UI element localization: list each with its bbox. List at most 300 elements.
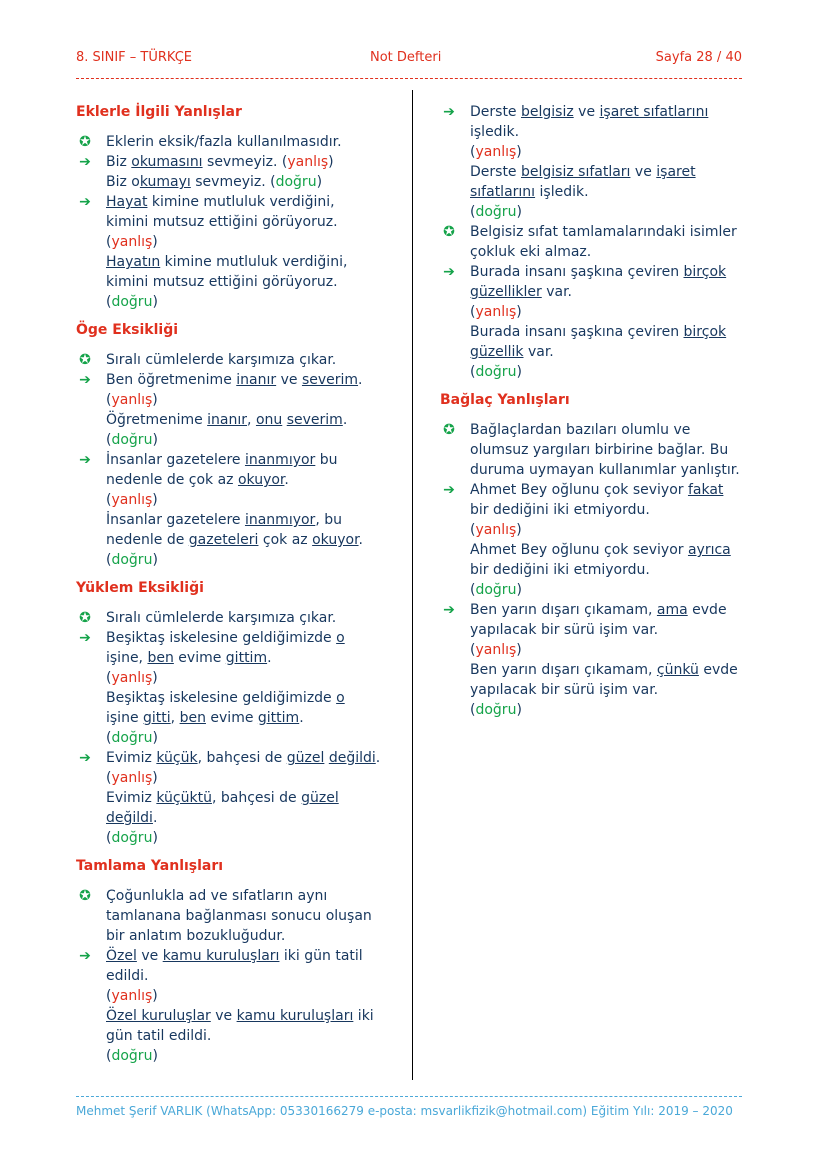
text-segment: Eklerin eksik/fazla kullanılmasıdır. — [106, 134, 342, 150]
text-segment: Öğretmenime — [106, 412, 208, 428]
wrong-label: yanlış — [475, 144, 517, 160]
section-oge-eksikligi — [76, 320, 396, 570]
correct-label: doğru — [111, 730, 153, 746]
underlined-word: ben — [179, 710, 206, 726]
text-line — [470, 520, 750, 540]
underlined-word: fakat — [687, 482, 724, 498]
underlined-word: birçok — [683, 264, 727, 280]
text-segment: ( — [470, 364, 476, 380]
example-item — [76, 946, 396, 1066]
section-title: Bağlaç Yanlışları — [440, 392, 570, 408]
correct-label: doğru — [475, 582, 517, 598]
text-segment: . — [152, 810, 158, 826]
text-segment: ) — [516, 642, 522, 658]
text-segment: işledik. — [535, 184, 589, 200]
text-line — [106, 1026, 396, 1046]
section-baglac-yanlislari — [440, 390, 750, 720]
text-segment: evde — [698, 662, 738, 678]
text-segment: Ben öğretmenime — [106, 372, 237, 388]
text-segment: Bağlaçlardan bazıları olumlu ve — [470, 422, 691, 438]
text-segment: tamlanana bağlanması sonucu oluşan — [106, 908, 372, 924]
text-line — [106, 490, 396, 510]
page-number: Sayfa 28 / 40 — [655, 50, 742, 65]
arrow-bullet-icon: ➔ — [443, 104, 455, 120]
text-line — [470, 202, 750, 222]
text-line — [106, 966, 396, 986]
example-item — [76, 370, 396, 450]
correct-label: doğru — [111, 432, 153, 448]
wrong-label: yanlış — [475, 642, 517, 658]
text-segment: ve — [276, 372, 302, 388]
text-segment: ) — [152, 432, 158, 448]
text-segment: ( — [106, 988, 112, 1004]
text-line — [470, 600, 750, 620]
text-segment: İnsanlar gazetelere — [106, 452, 245, 468]
text-segment: Burada insanı şaşkına çeviren — [470, 324, 684, 340]
text-segment: Çoğunlukla ad ve sıfatların aynı — [106, 888, 328, 904]
text-segment: çok az — [258, 532, 313, 548]
underlined-word: küçüktü — [156, 790, 212, 806]
text-segment: ( — [106, 730, 112, 746]
text-line — [470, 182, 750, 202]
text-segment: Burada insanı şaşkına çeviren — [470, 264, 684, 280]
text-segment: kimine mutluluk verdiğini, — [160, 254, 348, 270]
item-list — [76, 132, 396, 312]
text-line — [106, 232, 396, 252]
text-segment: Ben yarın dışarı çıkamam, — [470, 602, 657, 618]
text-segment: evime — [173, 650, 226, 666]
underlined-word: kamu kuruluşları — [162, 948, 280, 964]
text-segment: ( — [470, 144, 476, 160]
underlined-word: onu — [255, 412, 283, 428]
star-bullet-icon: ✪ — [79, 888, 91, 904]
underlined-word: inanır — [236, 372, 277, 388]
text-segment: ) — [516, 364, 522, 380]
underlined-word: okumasını — [131, 154, 203, 170]
text-segment: çokluk eki almaz. — [470, 244, 592, 260]
arrow-bullet-icon: ➔ — [79, 948, 91, 964]
underlined-word: belgisiz sıfatları — [521, 164, 631, 180]
example-item — [76, 628, 396, 748]
underlined-word: güzellik — [470, 344, 524, 360]
correct-label: doğru — [111, 294, 153, 310]
rule-item — [76, 886, 396, 946]
text-segment: Ahmet Bey oğlunu çok seviyor — [470, 482, 688, 498]
text-line — [106, 608, 396, 628]
text-line — [106, 152, 396, 172]
underlined-word: güzellikler — [470, 284, 542, 300]
star-bullet-icon: ✪ — [79, 610, 91, 626]
underlined-word: ayrıca — [687, 542, 731, 558]
text-line — [470, 102, 750, 122]
section-title: Yüklem Eksikliği — [76, 580, 204, 596]
notebook-title: Not Defteri — [370, 50, 442, 65]
item-list — [76, 886, 396, 1066]
underlined-word: severim — [286, 412, 343, 428]
text-segment: işine, — [106, 650, 148, 666]
text-line — [106, 272, 396, 292]
text-line — [470, 302, 750, 322]
text-line — [106, 926, 396, 946]
underlined-word: inanmıyor — [244, 452, 316, 468]
wrong-label: yanlış — [111, 770, 153, 786]
example-item — [76, 748, 396, 848]
text-segment: , — [170, 710, 180, 726]
text-line — [470, 122, 750, 142]
underlined-word: Özel kuruluşlar — [106, 1008, 211, 1024]
text-segment: var. — [541, 284, 573, 300]
text-segment: ve — [630, 164, 657, 180]
text-segment: ) — [152, 234, 158, 250]
correct-label: doğru — [475, 364, 517, 380]
correct-label: doğru — [475, 702, 517, 718]
text-segment: kimini mutsuz ettiğini görüyoruz. — [106, 214, 338, 230]
text-segment: ) — [152, 770, 158, 786]
text-segment: İnsanlar gazetelere — [106, 512, 245, 528]
text-line — [106, 788, 396, 808]
grade-label: 8. SINIF – TÜRKÇE — [76, 50, 193, 65]
item-list — [440, 102, 750, 382]
example-item — [76, 152, 396, 192]
text-line — [470, 262, 750, 282]
underlined-word: küçük — [156, 750, 198, 766]
text-segment: evde — [687, 602, 727, 618]
underlined-word: okuyor — [237, 472, 285, 488]
text-line — [106, 728, 396, 748]
text-line — [106, 1006, 396, 1026]
text-segment: ( — [470, 582, 476, 598]
text-line — [106, 470, 396, 490]
example-item — [440, 262, 750, 382]
text-segment: iki gün tatil — [279, 948, 363, 964]
text-line — [470, 460, 750, 480]
underlined-word: güzel — [301, 790, 339, 806]
wrong-label: yanlış — [111, 234, 153, 250]
text-segment: ) — [516, 582, 522, 598]
text-line — [470, 420, 750, 440]
text-segment: ) — [516, 304, 522, 320]
underlined-word: o — [336, 630, 345, 646]
text-segment: işledik. — [470, 124, 520, 140]
section-title: Eklerle İlgili Yanlışlar — [76, 104, 242, 120]
text-line — [106, 530, 396, 550]
underlined-word: işaret — [656, 164, 696, 180]
text-segment: ) — [152, 1048, 158, 1064]
text-segment: var. — [523, 344, 554, 360]
text-line — [470, 620, 750, 640]
text-segment: ( — [106, 670, 112, 686]
text-line — [106, 748, 396, 768]
text-line — [470, 480, 750, 500]
text-line — [106, 648, 396, 668]
text-segment: ) — [328, 154, 334, 170]
text-segment: . — [358, 532, 363, 548]
text-segment: . — [375, 750, 381, 766]
text-segment: ( — [470, 702, 476, 718]
text-segment: işine — [106, 710, 144, 726]
text-segment: ) — [152, 492, 158, 508]
text-line — [470, 700, 750, 720]
arrow-bullet-icon: ➔ — [443, 264, 455, 280]
wrong-label: yanlış — [111, 492, 153, 508]
underlined-word: ama — [656, 602, 688, 618]
text-segment: sevmeyiz. ( — [202, 154, 288, 170]
text-line — [470, 440, 750, 460]
text-line — [470, 660, 750, 680]
text-segment: bu — [315, 452, 338, 468]
arrow-bullet-icon: ➔ — [79, 630, 91, 646]
section-title: Öge Eksikliği — [76, 322, 179, 338]
text-segment: bir anlatım bozukluğudur. — [106, 928, 286, 944]
column-divider — [412, 90, 413, 1080]
text-line — [106, 390, 396, 410]
correct-label: doğru — [475, 204, 517, 220]
text-segment: ( — [470, 204, 476, 220]
text-segment: ) — [152, 988, 158, 1004]
text-line — [106, 768, 396, 788]
text-line — [106, 688, 396, 708]
text-segment: ) — [152, 552, 158, 568]
underlined-word: çünkü — [656, 662, 699, 678]
text-segment: Biz o — [106, 174, 140, 190]
text-line — [106, 192, 396, 212]
text-segment: . — [342, 412, 348, 428]
text-line — [106, 430, 396, 450]
text-line — [106, 350, 396, 370]
section-tamlama-yanlislari — [76, 856, 396, 1066]
rule-item — [76, 608, 396, 628]
text-line — [470, 342, 750, 362]
text-line — [106, 212, 396, 232]
underlined-word: o — [336, 690, 345, 706]
underlined-word: Hayatın — [106, 254, 161, 270]
arrow-bullet-icon: ➔ — [79, 452, 91, 468]
text-segment: ) — [516, 522, 522, 538]
text-segment: ( — [106, 830, 112, 846]
arrow-bullet-icon: ➔ — [79, 750, 91, 766]
rule-item — [76, 350, 396, 370]
text-segment: kimine mutluluk verdiğini, — [147, 194, 335, 210]
rule-item — [440, 222, 750, 262]
text-segment: Belgisiz sıfat tamlamalarındaki isimler — [470, 224, 737, 240]
text-segment: , bahçesi de — [211, 790, 302, 806]
header-divider — [76, 78, 742, 79]
text-line — [470, 560, 750, 580]
footer-divider — [76, 1096, 742, 1097]
star-bullet-icon: ✪ — [443, 224, 455, 240]
underlined-word: işaret sıfatlarını — [599, 104, 709, 120]
text-line — [470, 500, 750, 520]
correct-label: doğru — [111, 1048, 153, 1064]
text-segment: ) — [516, 702, 522, 718]
text-line — [106, 808, 396, 828]
text-segment: ( — [470, 522, 476, 538]
text-segment: iki — [353, 1008, 374, 1024]
text-segment: ve — [573, 104, 600, 120]
underlined-word: gazeteleri — [188, 532, 259, 548]
text-segment: Biz — [106, 154, 132, 170]
text-segment: ve — [210, 1008, 237, 1024]
text-segment: bir dediğini iki etmiyordu. — [470, 502, 650, 518]
text-segment: edildi. — [106, 968, 149, 984]
text-line — [106, 450, 396, 470]
star-bullet-icon: ✪ — [79, 134, 91, 150]
text-line — [106, 410, 396, 430]
text-segment: ) — [152, 392, 158, 408]
text-segment: sevmeyiz. ( — [190, 174, 276, 190]
underlined-word: Özel — [106, 948, 137, 964]
star-bullet-icon: ✪ — [443, 422, 455, 438]
correct-label: doğru — [111, 830, 153, 846]
star-bullet-icon: ✪ — [79, 352, 91, 368]
text-line — [106, 906, 396, 926]
text-line — [106, 172, 396, 192]
wrong-label: yanlış — [475, 304, 517, 320]
text-line — [106, 708, 396, 728]
text-segment: ) — [152, 294, 158, 310]
item-list — [76, 350, 396, 570]
text-segment: ( — [106, 1048, 112, 1064]
text-segment: ) — [516, 144, 522, 160]
text-segment: olumsuz yargıları birbirine bağlar. Bu — [470, 442, 729, 458]
text-segment: , bahçesi de — [197, 750, 287, 766]
text-segment: Evimiz — [106, 750, 157, 766]
text-line — [470, 362, 750, 382]
arrow-bullet-icon: ➔ — [443, 602, 455, 618]
text-segment: gün tatil edildi. — [106, 1028, 212, 1044]
text-segment: yapılacak bir sürü işim var. — [470, 682, 659, 698]
text-segment: Sıralı cümlelerde karşımıza çıkar. — [106, 352, 337, 368]
text-line — [470, 282, 750, 302]
underlined-word: değildi — [106, 810, 153, 826]
text-segment: bir dediğini iki etmiyordu. — [470, 562, 650, 578]
item-list — [76, 608, 396, 848]
section-continued — [440, 102, 750, 382]
correct-label: doğru — [111, 552, 153, 568]
text-line — [470, 580, 750, 600]
underlined-word: gitti — [143, 710, 171, 726]
text-segment: ) — [316, 174, 323, 190]
arrow-bullet-icon: ➔ — [443, 482, 455, 498]
text-line — [470, 162, 750, 182]
text-line — [106, 628, 396, 648]
text-line — [106, 986, 396, 1006]
text-segment: nedenle de çok az — [106, 472, 238, 488]
section-yuklem-eksikligi — [76, 578, 396, 848]
text-segment: Beşiktaş iskelesine geldiğimizde — [106, 690, 337, 706]
text-segment: Derste — [470, 164, 521, 180]
text-line — [106, 292, 396, 312]
text-segment: Ahmet Bey oğlunu çok seviyor — [470, 542, 688, 558]
example-item — [440, 480, 750, 600]
text-segment: nedenle de — [106, 532, 189, 548]
text-line — [470, 540, 750, 560]
underlined-word: Hayat — [106, 194, 148, 210]
text-line — [106, 828, 396, 848]
text-line — [106, 132, 396, 152]
underlined-word: kumayı — [139, 174, 191, 190]
text-segment: Ben yarın dışarı çıkamam, — [470, 662, 657, 678]
text-segment: , — [247, 412, 256, 428]
page-footer: Mehmet Şerif VARLIK (WhatsApp: 05330166279 e-posta: msvarlikfizik@hotmail.com) Eğitim Yılı: 2019 – 2020 — [76, 1104, 733, 1118]
text-segment: ) — [152, 670, 158, 686]
wrong-label: yanlış — [111, 988, 153, 1004]
text-segment: ( — [470, 304, 476, 320]
text-segment: evime — [205, 710, 258, 726]
section-eklerle-ilgili-yanlislar — [76, 102, 396, 312]
underlined-word: güzel — [286, 750, 325, 766]
text-segment: ) — [516, 204, 522, 220]
right-column — [440, 102, 750, 728]
underlined-word: gittim — [225, 650, 268, 666]
text-segment: ve — [136, 948, 163, 964]
underlined-word: kamu kuruluşları — [236, 1008, 354, 1024]
underlined-word: birçok — [683, 324, 727, 340]
correct-label: doğru — [275, 174, 317, 190]
underlined-word: ben — [147, 650, 174, 666]
rule-item — [440, 420, 750, 480]
underlined-word: inanır — [207, 412, 248, 428]
text-segment: . — [267, 650, 272, 666]
item-list — [440, 420, 750, 720]
arrow-bullet-icon: ➔ — [79, 194, 91, 210]
text-line — [106, 510, 396, 530]
text-segment: ( — [106, 552, 112, 568]
text-segment: . — [284, 472, 289, 488]
rule-item — [76, 132, 396, 152]
example-item — [76, 450, 396, 570]
text-segment: duruma uymayan kullanımlar yanlıştır. — [470, 462, 740, 478]
text-segment: ( — [470, 642, 476, 658]
text-segment: yapılacak bir sürü işim var. — [470, 622, 659, 638]
wrong-label: yanlış — [475, 522, 517, 538]
text-segment: ( — [106, 492, 112, 508]
page-header — [76, 50, 742, 70]
text-segment: Sıralı cümlelerde karşımıza çıkar. — [106, 610, 337, 626]
text-line — [106, 946, 396, 966]
text-line — [470, 142, 750, 162]
underlined-word: belgisiz — [521, 104, 574, 120]
arrow-bullet-icon: ➔ — [79, 372, 91, 388]
text-segment: ( — [106, 234, 112, 250]
text-line — [106, 668, 396, 688]
underlined-word: sıfatlarını — [470, 184, 536, 200]
text-line — [106, 252, 396, 272]
text-segment: Beşiktaş iskelesine geldiğimizde — [106, 630, 337, 646]
text-line — [106, 886, 396, 906]
text-segment: ( — [106, 392, 112, 408]
text-segment: . — [358, 372, 363, 388]
underlined-word: gittim — [257, 710, 300, 726]
text-segment: ( — [106, 770, 112, 786]
underlined-word: okuyor — [312, 532, 359, 548]
wrong-label: yanlış — [111, 392, 153, 408]
wrong-label: yanlış — [111, 670, 153, 686]
section-title: Tamlama Yanlışları — [76, 858, 224, 874]
underlined-word: inanmıyor — [244, 512, 316, 528]
text-line — [106, 550, 396, 570]
example-item — [440, 600, 750, 720]
text-segment: , bu — [315, 512, 342, 528]
text-segment: ) — [152, 730, 158, 746]
text-line — [106, 370, 396, 390]
arrow-bullet-icon: ➔ — [79, 154, 91, 170]
text-line — [470, 640, 750, 660]
example-item — [76, 192, 396, 312]
left-column — [76, 102, 396, 1074]
text-segment: ( — [106, 432, 112, 448]
text-segment: ) — [152, 830, 158, 846]
